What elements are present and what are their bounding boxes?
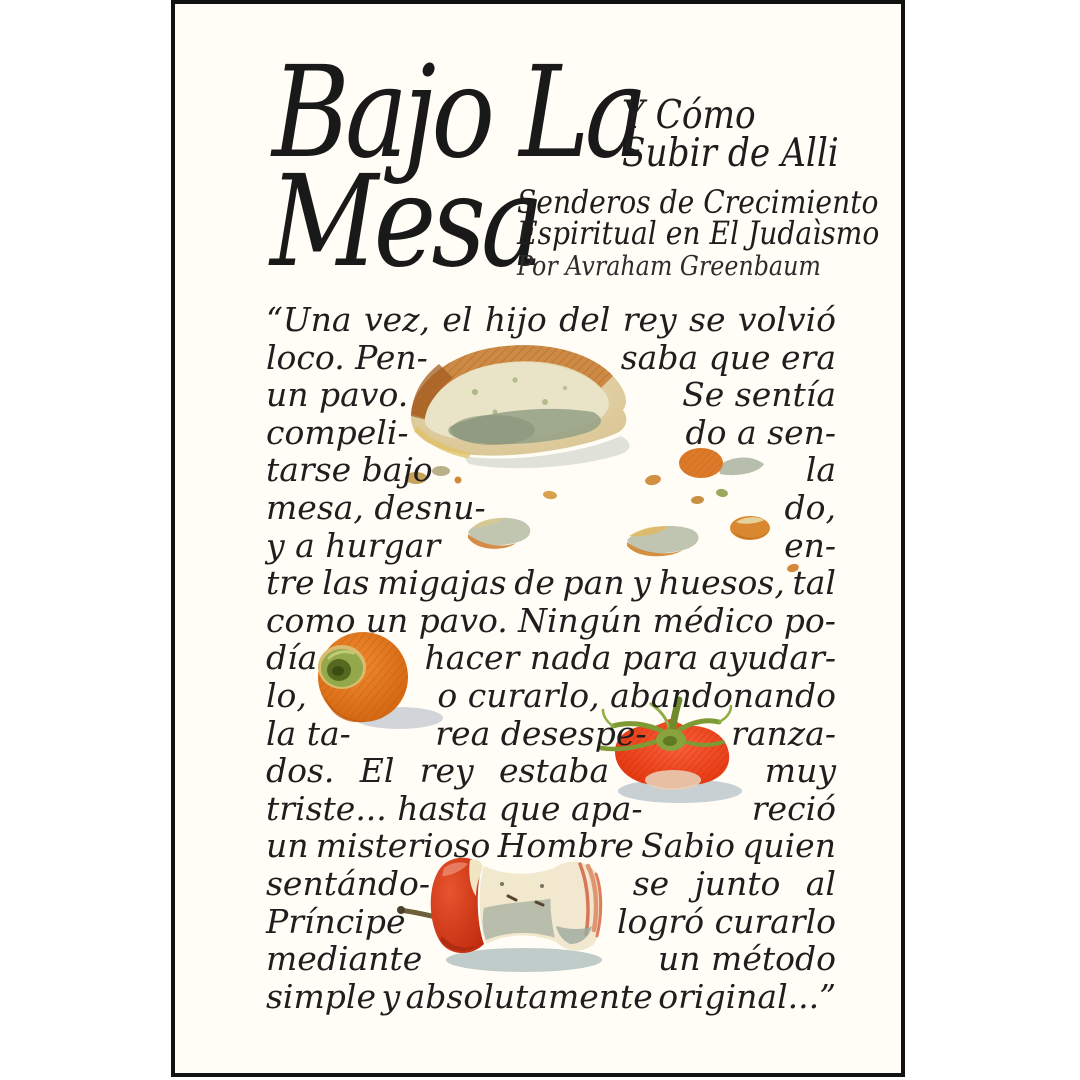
author-byline: Por Avraham Greenbaum [517, 251, 821, 282]
body-line [266, 339, 836, 377]
body-line-segment: ranza- [731, 713, 836, 753]
body-line [266, 790, 836, 828]
body-line-segment: Ningún [518, 600, 643, 640]
body-line-segment: do a sen- [685, 412, 836, 452]
body-line [266, 752, 836, 790]
subtitle-line1: Y Cómo [622, 93, 756, 138]
body-line-segment: dos. El rey estaba [266, 751, 610, 791]
tagline-line1: Senderos de Crecimiento [517, 183, 879, 221]
body-line-segment: “Una [266, 300, 352, 339]
body-line [266, 301, 836, 339]
body-line-segment: las [322, 563, 370, 603]
body-line-segment: la ta- [266, 713, 351, 753]
body-line-segment: logró curarlo [616, 901, 836, 941]
body-line-segment: un [266, 826, 309, 866]
body-line-segment: rey [622, 300, 677, 339]
body-line-segment: absolutamente [405, 976, 653, 1016]
body-line-segment: saba que era [620, 337, 836, 377]
body-line [266, 940, 836, 978]
body-line-segment: huesos, [658, 563, 785, 603]
body-line-segment: se junto al [632, 863, 836, 903]
body-line-segment: y a hurgar [266, 525, 441, 565]
body-line-segment: tre [266, 563, 315, 603]
body-line-segment: o curarlo, abandonando [437, 675, 836, 715]
body-line-segment: médico [652, 600, 774, 640]
body-line-segment: rea desespe- [435, 713, 647, 753]
body-line-segment: mesa, desnu- [266, 487, 486, 527]
body-line-segment: loco. Pen- [266, 337, 428, 377]
body-line-segment: vez, [363, 300, 431, 339]
body-line-segment: reció [751, 788, 836, 828]
body-line-segment: hacer nada para ayudar- [424, 638, 836, 678]
body-line-segment: pavo. [418, 600, 508, 640]
body-line-segment: Se sentía [682, 375, 836, 415]
book-title-line1: Bajo La [272, 39, 644, 186]
body-line-segment: do, [784, 487, 836, 527]
body-line [266, 564, 836, 602]
body-line [266, 489, 836, 527]
body-line-segment: sentándo- [266, 863, 431, 903]
body-line [266, 376, 836, 414]
body-line-segment: se [689, 300, 726, 339]
subtitle-line2: Subir de Alli [622, 131, 839, 176]
body-line [266, 414, 836, 452]
body-line [266, 978, 836, 1016]
body-line [266, 903, 836, 941]
body-line-segment: Príncipe [266, 901, 406, 941]
body-line-segment: original...” [658, 976, 836, 1016]
body-line-segment: triste... hasta que apa- [266, 788, 643, 828]
body-line-segment: el [442, 300, 473, 339]
body-line-segment: migajas [377, 563, 507, 603]
body-line [266, 602, 836, 640]
body-line-segment: un pavo. [266, 375, 409, 415]
body-line-segment: tal [792, 563, 836, 603]
quote-text [266, 301, 836, 1015]
body-line-segment: y [632, 563, 651, 603]
body-line-segment: como [266, 600, 356, 640]
body-line-segment: un [365, 600, 409, 640]
body-line-segment: simple [266, 976, 376, 1016]
body-line-segment: volvió [737, 300, 836, 339]
body-line-segment: Sabio [641, 826, 735, 866]
body-line-segment: quien [742, 826, 836, 866]
body-line [266, 677, 836, 715]
body-line [266, 527, 836, 565]
body-line-segment: misterioso [315, 826, 491, 866]
body-line-segment: pan [562, 563, 625, 603]
body-line-segment: y [381, 976, 401, 1016]
body-line-segment: un método [658, 939, 836, 979]
body-line-segment: día [266, 638, 318, 678]
body-line-segment: lo, [266, 675, 307, 715]
book-title-line2: Mesa [270, 148, 540, 295]
body-line-segment: hijo [484, 300, 547, 339]
body-line [266, 715, 836, 753]
body-line-segment: muy [764, 751, 836, 791]
tagline-line2: Espiritual en El Judaìsmo [517, 214, 880, 252]
body-line-segment: tarse bajo [266, 450, 433, 490]
body-line [266, 451, 836, 489]
body-line-segment: compeli- [266, 412, 409, 452]
body-line [266, 639, 836, 677]
body-line-segment: en- [784, 525, 836, 565]
body-line-segment: po- [783, 600, 836, 640]
body-line-segment: mediante [266, 939, 423, 979]
body-line [266, 865, 836, 903]
body-line-segment: de [514, 563, 555, 603]
body-line [266, 827, 836, 865]
body-line-segment: Hombre [497, 826, 634, 866]
body-line-segment: del [559, 300, 611, 339]
body-line-segment: la [805, 450, 836, 490]
book-cover [171, 0, 905, 1077]
